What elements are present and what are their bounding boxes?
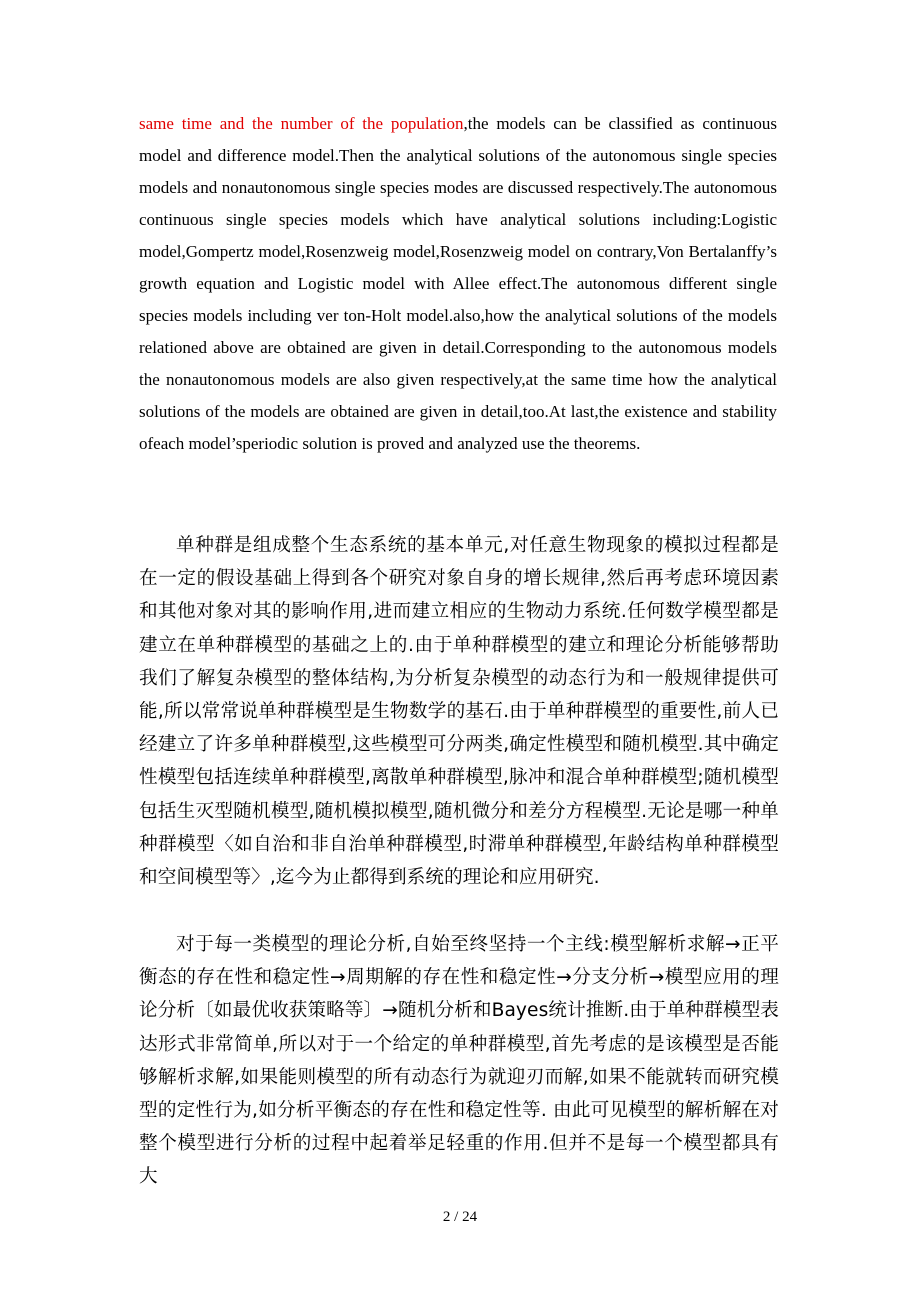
chinese-paragraph-2: 对于每一类模型的理论分析,自始至终坚持一个主线:模型解析求解→正平衡态的存在性和稳定性→周期解的存在性和稳定性→分支分析→模型应用的理论分析〔如最优收获策略等〕→随机分析和Bayes统计推断.由于单种群模型表达形式非常简单,所以对于一个给定的单种群模型,首先考虑的是该模型是否能够解析求解,如果能则模型的所有动态行为就迎刃而解,如果不能就转而研究模型的定性行为,如分析平衡态的存在性和稳定性等. 由此可见模型的解析解在对整个模型进行分析的过程中起着举足轻重的作用.但并不是每一个模型都具有大 — [139, 934, 779, 1188]
abstract-text: ,the models can be classified as continuous model and difference model.Then the analytical solutions of the autonomous single species models and nonautonomous single species modes are discussed respectively.The autonomous continuous single species models which have analytical solutions including:Logistic model,Gompertz model,Rosenzweig model,Rosenzweig model on contrary,Von Bertalanffy’s growth equation and Logistic model with Allee effect.The autonomous different single species models including ver ton-Holt model.also,how the analytical solutions of the models relationed above are obtained are given in detail.Corresponding to the autonomous models the nonautonomous models are also given respectively,at the same time how the analytical solutions of the models are obtained are given in detail,too.At last,the existence and stability ofeach model’speriodic solution is proved and analyzed use the theorems. — [139, 114, 777, 453]
chinese-paragraph-1: 单种群是组成整个生态系统的基本单元,对任意生物现象的模拟过程都是在一定的假设基础上得到各个研究对象自身的增长规律,然后再考虑环境因素和其他对象对其的影响作用,进而建立相应的生物动力系统.任何数学模型都是建立在单种群模型的基础之上的.由于单种群模型的建立和理论分析能够帮助我们了解复杂模型的整体结构,为分析复杂模型的动态行为和一般规律提供可能,所以常常说单种群模型是生物数学的基石.由于单种群模型的重要性,前人已经建立了许多单种群模型,这些模型可分两类,确定性模型和随机模型.其中确定性模型包括连续单种群模型,离散单种群模型,脉冲和混合单种群模型;随机模型包括生灭型随机模型,随机模拟模型,随机微分和差分方程模型.无论是哪一种单种群模型〈如自治和非自治单种群模型,时滞单种群模型,年龄结构单种群模型和空间模型等〉,迄今为止都得到系统的理论和应用研究. — [139, 535, 779, 889]
highlighted-phrase: same time and the number of the population — [139, 114, 464, 133]
english-abstract-paragraph — [139, 108, 777, 460]
page-number: 2 / 24 — [442, 1209, 478, 1225]
